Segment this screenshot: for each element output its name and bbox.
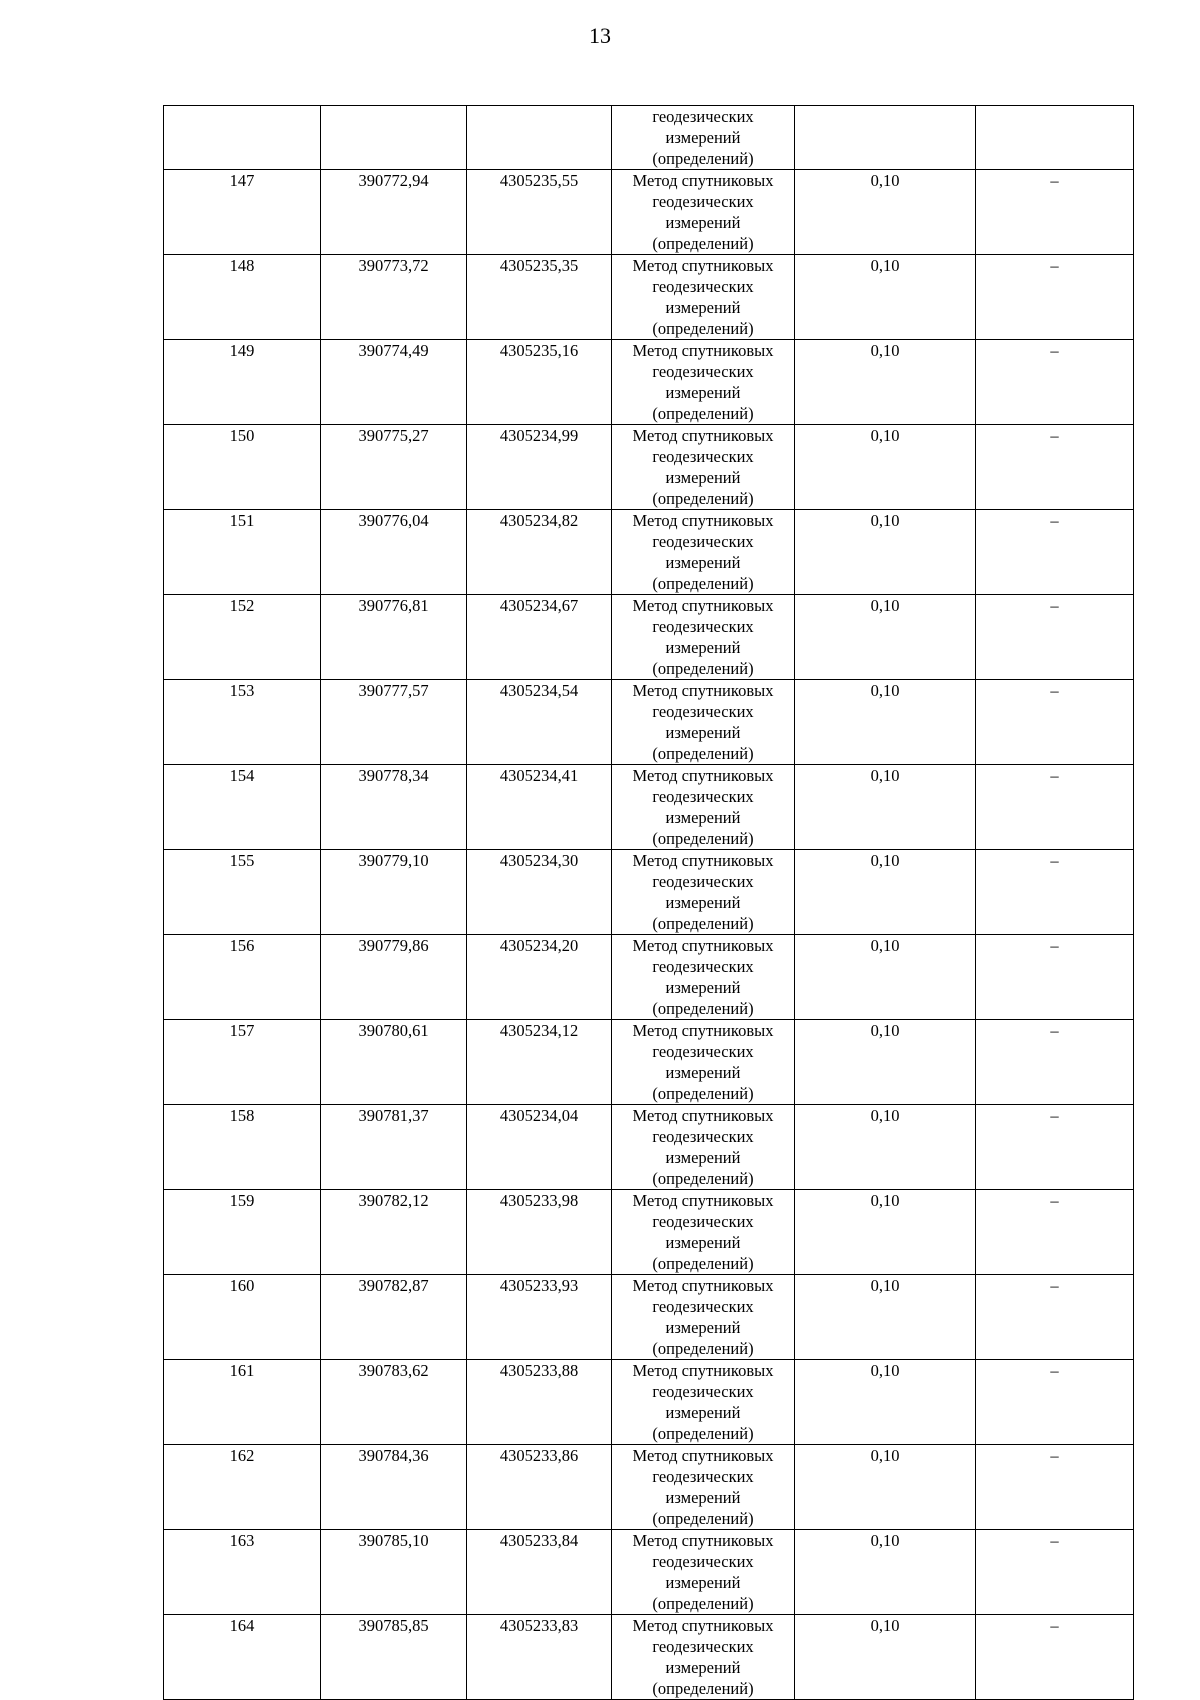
accuracy-cell: 0,10 [795,935,976,1020]
point-number-cell: 161 [164,1360,321,1445]
table-row [164,1530,1134,1615]
continuation-row [164,106,1134,170]
table-row [164,425,1134,510]
table-row [164,1615,1134,1700]
method-line: Метод спутниковых [632,766,774,785]
table-row [164,340,1134,425]
method-cell [612,1190,795,1275]
table-row [164,1020,1134,1105]
x-coordinate-cell: 390772,94 [321,170,467,255]
method-line: измерений [665,1233,741,1252]
y-coordinate-cell [467,106,612,170]
note-cell: – [976,935,1134,1020]
table-row [164,595,1134,680]
method-cell [612,1105,795,1190]
method-line: Метод спутниковых [632,1531,774,1550]
method-cell [612,595,795,680]
point-number-cell: 164 [164,1615,321,1700]
method-line: геодезических [652,957,754,976]
y-coordinate-cell: 4305233,83 [467,1615,612,1700]
method-line: Метод спутниковых [632,256,774,275]
method-line: (определений) [652,1169,754,1188]
table-row [164,935,1134,1020]
method-cell [612,935,795,1020]
y-coordinate-cell: 4305234,41 [467,765,612,850]
accuracy-cell: 0,10 [795,1360,976,1445]
accuracy-cell: 0,10 [795,850,976,935]
note-cell: – [976,1445,1134,1530]
note-cell: – [976,425,1134,510]
method-line: (определений) [652,404,754,423]
x-coordinate-cell: 390776,81 [321,595,467,680]
note-cell: – [976,255,1134,340]
method-line: геодезических [652,1467,754,1486]
y-coordinate-cell: 4305234,99 [467,425,612,510]
method-line: (определений) [652,149,754,168]
method-cell [612,765,795,850]
method-line: (определений) [652,574,754,593]
table-row [164,1360,1134,1445]
point-number-cell: 148 [164,255,321,340]
method-line: (определений) [652,744,754,763]
note-cell: – [976,1105,1134,1190]
note-cell: – [976,1360,1134,1445]
method-line: геодезических [652,617,754,636]
method-line: измерений [665,1488,741,1507]
coordinates-table [163,105,1134,1700]
table-row [164,170,1134,255]
method-line: Метод спутниковых [632,1106,774,1125]
point-number-cell: 162 [164,1445,321,1530]
table-row [164,765,1134,850]
method-line: геодезических [652,1297,754,1316]
point-number-cell: 154 [164,765,321,850]
method-cell [612,425,795,510]
table-row [164,1275,1134,1360]
method-line: (определений) [652,1594,754,1613]
method-line: (определений) [652,1254,754,1273]
x-coordinate-cell: 390779,86 [321,935,467,1020]
method-line: измерений [665,808,741,827]
method-line: измерений [665,213,741,232]
method-line: геодезических [652,702,754,721]
method-line: геодезических [652,1127,754,1146]
method-line: Метод спутниковых [632,1276,774,1295]
method-cell [612,850,795,935]
note-cell: – [976,680,1134,765]
method-line: измерений [665,298,741,317]
method-line: (определений) [652,234,754,253]
method-line: геодезических [652,532,754,551]
y-coordinate-cell: 4305234,82 [467,510,612,595]
note-cell: – [976,765,1134,850]
note-cell: – [976,340,1134,425]
x-coordinate-cell: 390780,61 [321,1020,467,1105]
point-number-cell: 157 [164,1020,321,1105]
method-line: геодезических [652,872,754,891]
method-cell [612,680,795,765]
y-coordinate-cell: 4305235,16 [467,340,612,425]
method-line: Метод спутниковых [632,1361,774,1380]
note-cell [976,106,1134,170]
method-line: измерений [665,978,741,997]
accuracy-cell: 0,10 [795,340,976,425]
method-line: Метод спутниковых [632,596,774,615]
note-cell: – [976,850,1134,935]
method-line: (определений) [652,829,754,848]
y-coordinate-cell: 4305234,54 [467,680,612,765]
method-line: (определений) [652,914,754,933]
x-coordinate-cell: 390773,72 [321,255,467,340]
x-coordinate-cell: 390784,36 [321,1445,467,1530]
method-line: (определений) [652,1084,754,1103]
method-line: (определений) [652,489,754,508]
x-coordinate-cell: 390775,27 [321,425,467,510]
method-line: измерений [665,1403,741,1422]
method-line: измерений [665,723,741,742]
method-line: Метод спутниковых [632,171,774,190]
accuracy-cell: 0,10 [795,255,976,340]
method-line: геодезических [652,447,754,466]
point-number-cell: 160 [164,1275,321,1360]
method-cell [612,510,795,595]
x-coordinate-cell: 390785,10 [321,1530,467,1615]
method-line: измерений [665,553,741,572]
point-number-cell: 150 [164,425,321,510]
method-line: геодезических [652,1042,754,1061]
accuracy-cell: 0,10 [795,595,976,680]
y-coordinate-cell: 4305233,93 [467,1275,612,1360]
y-coordinate-cell: 4305234,30 [467,850,612,935]
method-line: геодезических [652,1382,754,1401]
page-number: 13 [589,23,611,48]
y-coordinate-cell: 4305234,20 [467,935,612,1020]
note-cell: – [976,1020,1134,1105]
x-coordinate-cell [321,106,467,170]
table-row [164,1105,1134,1190]
accuracy-cell: 0,10 [795,425,976,510]
method-line: измерений [665,638,741,657]
y-coordinate-cell: 4305235,35 [467,255,612,340]
x-coordinate-cell: 390781,37 [321,1105,467,1190]
x-coordinate-cell: 390779,10 [321,850,467,935]
x-coordinate-cell: 390777,57 [321,680,467,765]
note-cell: – [976,1530,1134,1615]
point-number-cell: 158 [164,1105,321,1190]
accuracy-cell: 0,10 [795,170,976,255]
note-cell: – [976,510,1134,595]
point-number-cell: 153 [164,680,321,765]
y-coordinate-cell: 4305233,98 [467,1190,612,1275]
x-coordinate-cell: 390774,49 [321,340,467,425]
point-number-cell: 155 [164,850,321,935]
method-line: геодезических [652,1212,754,1231]
method-line: (определений) [652,1339,754,1358]
accuracy-cell: 0,10 [795,1275,976,1360]
note-cell: – [976,1615,1134,1700]
accuracy-cell: 0,10 [795,510,976,595]
y-coordinate-cell: 4305233,84 [467,1530,612,1615]
point-number-cell: 147 [164,170,321,255]
method-line: (определений) [652,1509,754,1528]
point-number-cell: 149 [164,340,321,425]
table-row [164,1190,1134,1275]
accuracy-cell [795,106,976,170]
y-coordinate-cell: 4305233,88 [467,1360,612,1445]
table-row [164,680,1134,765]
method-line: Метод спутниковых [632,1191,774,1210]
method-line: (определений) [652,319,754,338]
method-line: геодезических [652,362,754,381]
y-coordinate-cell: 4305233,86 [467,1445,612,1530]
point-number-cell: 163 [164,1530,321,1615]
note-cell: – [976,595,1134,680]
y-coordinate-cell: 4305234,67 [467,595,612,680]
method-cell [612,1530,795,1615]
accuracy-cell: 0,10 [795,765,976,850]
point-number-cell: 152 [164,595,321,680]
point-number-cell: 156 [164,935,321,1020]
method-line: измерений [665,1318,741,1337]
method-line: Метод спутниковых [632,341,774,360]
method-line: геодезических [652,192,754,211]
method-cell [612,1445,795,1530]
table-row [164,255,1134,340]
note-cell: – [976,1190,1134,1275]
method-cell [612,1020,795,1105]
method-line: измерений [665,128,741,147]
y-coordinate-cell: 4305235,55 [467,170,612,255]
table-body [164,106,1134,1700]
accuracy-cell: 0,10 [795,1615,976,1700]
accuracy-cell: 0,10 [795,1105,976,1190]
method-line: геодезических [652,1552,754,1571]
method-line: измерений [665,468,741,487]
method-line: Метод спутниковых [632,1446,774,1465]
method-line: Метод спутниковых [632,426,774,445]
method-cell [612,1615,795,1700]
table-row [164,510,1134,595]
method-line: измерений [665,1148,741,1167]
method-line: Метод спутниковых [632,936,774,955]
accuracy-cell: 0,10 [795,1445,976,1530]
method-cell [612,255,795,340]
method-cell [612,1360,795,1445]
method-line: Метод спутниковых [632,1616,774,1635]
x-coordinate-cell: 390782,12 [321,1190,467,1275]
note-cell: – [976,170,1134,255]
x-coordinate-cell: 390776,04 [321,510,467,595]
point-number-cell: 151 [164,510,321,595]
note-cell: – [976,1275,1134,1360]
x-coordinate-cell: 390782,87 [321,1275,467,1360]
table-row [164,850,1134,935]
method-line: измерений [665,1573,741,1592]
method-line: измерений [665,893,741,912]
method-line: измерений [665,1658,741,1677]
method-line: Метод спутниковых [632,511,774,530]
point-number-cell: 159 [164,1190,321,1275]
method-line: Метод спутниковых [632,851,774,870]
method-line: геодезических [652,787,754,806]
method-line: (определений) [652,1424,754,1443]
accuracy-cell: 0,10 [795,1530,976,1615]
method-cell [612,340,795,425]
method-line: (определений) [652,999,754,1018]
table-row [164,1445,1134,1530]
point-number-cell [164,106,321,170]
y-coordinate-cell: 4305234,04 [467,1105,612,1190]
method-line: геодезических [652,277,754,296]
y-coordinate-cell: 4305234,12 [467,1020,612,1105]
x-coordinate-cell: 390783,62 [321,1360,467,1445]
method-line: геодезических [652,107,754,126]
method-line: (определений) [652,1679,754,1698]
method-line: (определений) [652,659,754,678]
method-line: геодезических [652,1637,754,1656]
method-line: Метод спутниковых [632,681,774,700]
x-coordinate-cell: 390785,85 [321,1615,467,1700]
method-line: измерений [665,1063,741,1082]
accuracy-cell: 0,10 [795,1190,976,1275]
method-cell [612,170,795,255]
accuracy-cell: 0,10 [795,680,976,765]
method-line: Метод спутниковых [632,1021,774,1040]
method-cell [612,1275,795,1360]
x-coordinate-cell: 390778,34 [321,765,467,850]
method-line: измерений [665,383,741,402]
method-cell [612,106,795,170]
accuracy-cell: 0,10 [795,1020,976,1105]
